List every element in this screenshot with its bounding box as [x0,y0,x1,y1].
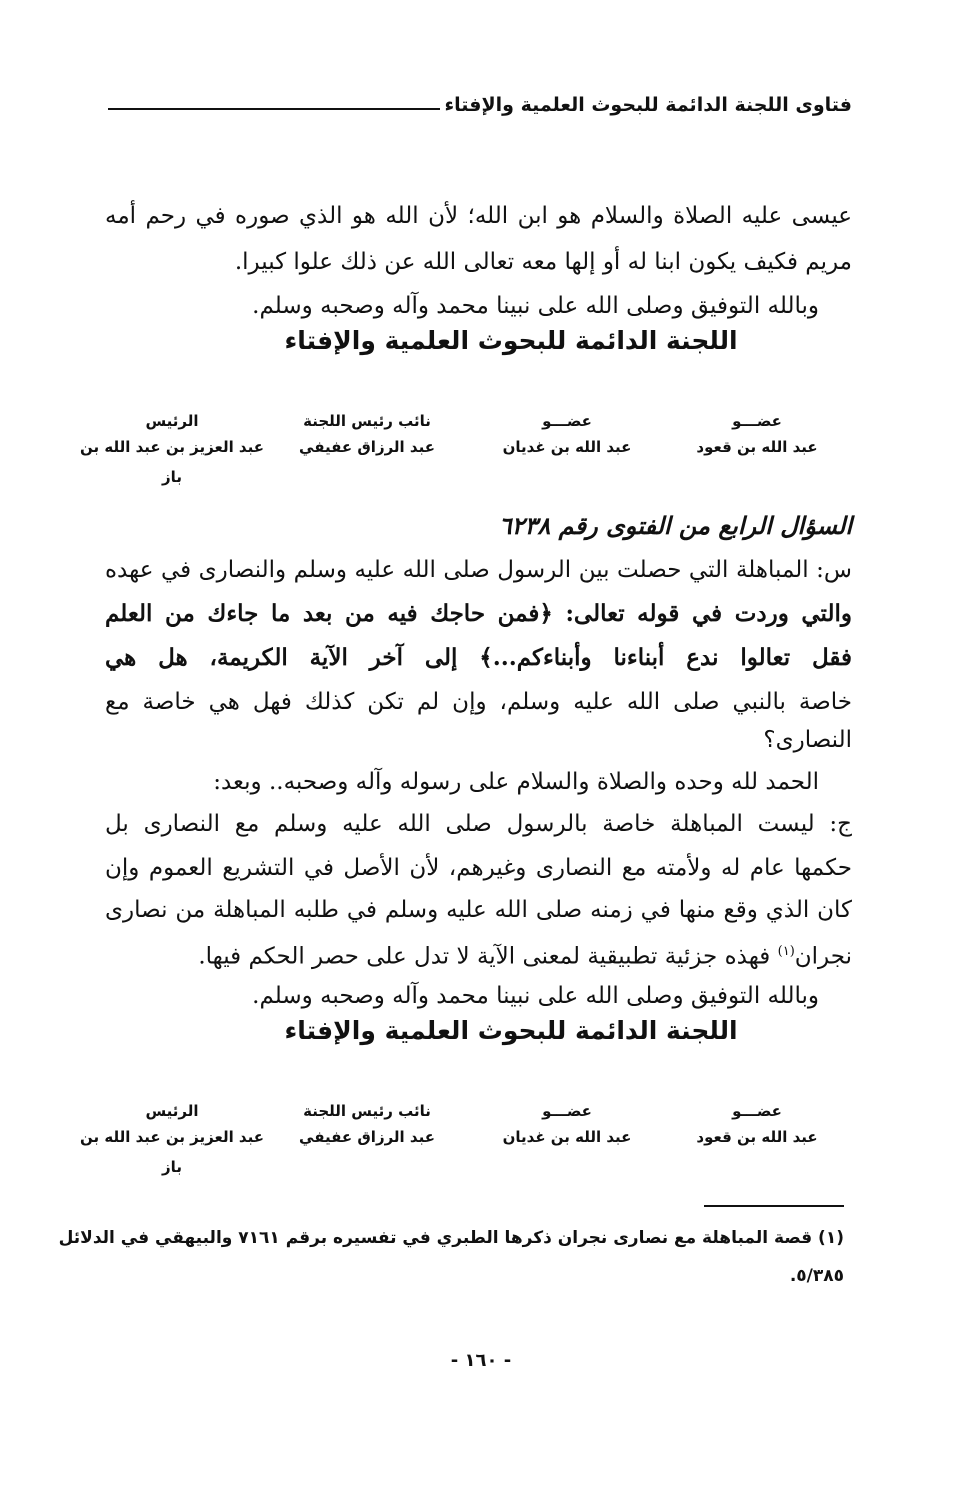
question-line: س: المباهلة التي حصلت بين الرسول صلى الله عليه وسلم والنصارى في عهده [105,557,852,583]
signatory [72,410,272,492]
signatory-name: عبد العزيز بن عبد الله بن باز [80,438,264,486]
signatory-role: عضـــو [542,1102,592,1120]
question-heading: السؤال الرابع من الفتوى رقم ٦٢٣٨ [498,511,852,540]
body-line: عيسى عليه الصلاة والسلام هو ابن الله؛ لأن الله هو الذي صوره في رحم أمه [105,203,852,229]
signatory-role: نائب رئيس اللجنة [303,412,431,430]
committee-name: اللجنة الدائمة للبحوث العلمية والإفتاء [284,326,738,355]
running-title: فتاوى اللجنة الدائمة للبحوث العلمية والإفتاء [444,94,852,116]
header-rule [108,108,440,110]
signatory [662,410,852,462]
signatory-name: عبد الله بن قعود [696,1128,818,1146]
signatures [80,410,852,486]
answer-line: حكمها عام له ولأمته مع النصارى وغيرهم، لأن الأصل في التشريع العموم وإن [105,855,852,881]
footnote-reference: (١) [777,944,795,959]
question-line: والتي وردت في قوله تعالى: ﴿فمن حاجك فيه من بعد ما جاءك من العلم [105,600,852,627]
committee-name: اللجنة الدائمة للبحوث العلمية والإفتاء [284,1016,738,1045]
footnote-line: (١) قصة المباهلة مع نصارى نجران ذكرها الطبري في تفسيره برقم ٧١٦١ والبيهقي في الدلائل [58,1228,844,1248]
praise-line: الحمد لله وحده والصلاة والسلام على رسوله وآله وصحبه.. وبعد: [213,769,819,795]
answer-text: فهذه جزئية تطبيقية لمعنى الآية لا تدل على حصر الحكم فيها. [198,943,778,970]
running-header [108,82,852,116]
question-line: النصارى؟ [763,727,852,753]
closing-line: وبالله التوفيق وصلى الله على نبينا محمد وآله وصحبه وسلم. [252,983,819,1009]
question-line: فقل تعالوا ندع أبناءنا وأبناءكم...﴾ إلى آخر الآية الكريمة، هل هي [105,644,852,671]
signatory-name: عبد الله بن قعود [696,438,818,456]
footnote-line: ٥/٣٨٥. [789,1266,844,1286]
signatory-role: عضـــو [542,412,592,430]
answer-line [105,932,852,977]
signatory [272,1100,462,1152]
answer-text: نجران [794,943,852,970]
signatory-role: عضـــو [732,1102,782,1120]
answer-line: كان الذي وقع منها في زمنه صلى الله عليه وسلم في طلبه المباهلة من نصارى [105,897,852,923]
signatory [472,410,662,462]
signatory [662,1100,852,1152]
signatory [272,410,462,462]
signatory [472,1100,662,1152]
body-line: مريم فكيف يكون ابنا له أو إلها معه تعالى الله عن ذلك علوا كبيرا. [234,249,852,275]
signatory-name: عبد الله بن غديان [502,1128,632,1146]
page-number: - ١٦٠ - [450,1350,512,1371]
signatory-name: عبد الرزاق عفيفي [299,1128,435,1146]
signatory-name: عبد العزيز بن عبد الله بن باز [80,1128,264,1176]
signatory [72,1100,272,1182]
signatory-role: الرئيس [145,1102,199,1120]
closing-line: وبالله التوفيق وصلى الله على نبينا محمد وآله وصحبه وسلم. [252,293,819,319]
answer-line: ج: ليست المباهلة خاصة بالرسول صلى الله عليه وسلم مع النصارى بل [105,811,852,837]
signatory-role: عضـــو [732,412,782,430]
signatory-name: عبد الله بن غديان [502,438,632,456]
signatures [80,1100,852,1176]
signatory-role: الرئيس [145,412,199,430]
signatory-role: نائب رئيس اللجنة [303,1102,431,1120]
question-line: خاصة بالنبي صلى الله عليه وسلم، وإن لم تكن كذلك فهل هي خاصة مع [105,689,852,715]
footnote-separator [704,1205,844,1207]
signatory-name: عبد الرزاق عفيفي [299,438,435,456]
